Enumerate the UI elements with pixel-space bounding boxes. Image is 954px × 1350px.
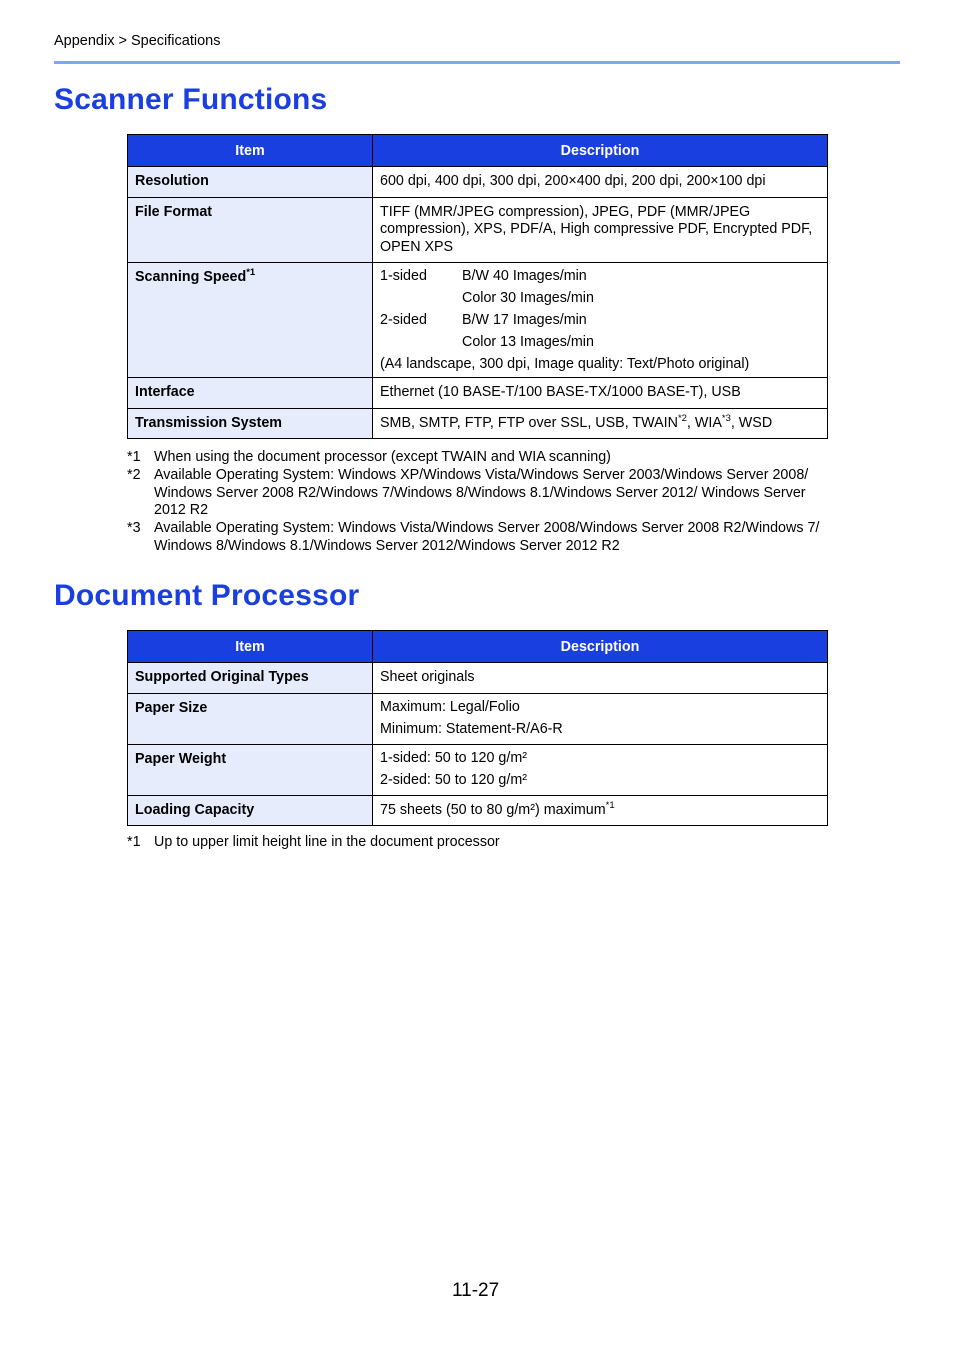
item-loading-capacity: Loading Capacity	[128, 795, 373, 826]
desc-paper-size	[373, 693, 828, 744]
footnote-ref: *1	[246, 267, 256, 278]
page-number: 11-27	[452, 1280, 500, 1301]
speed-line	[380, 331, 819, 353]
desc-interface: Ethernet (10 BASE-T/100 BASE-TX/1000 BASE-T), USB	[373, 378, 828, 409]
speed-line	[380, 309, 819, 331]
speed-value: Color 13 Images/min	[462, 334, 594, 350]
item-supported-original-types: Supported Original Types	[128, 663, 373, 694]
document-processor-title: Document Processor	[54, 579, 360, 612]
table-row	[128, 408, 828, 439]
speed-note: (A4 landscape, 300 dpi, Image quality: Text/Photo original)	[380, 356, 750, 372]
desc-file-format: TIFF (MMR/JPEG compression), JPEG, PDF (MMR/JPEG compression), XPS, PDF/A, High compressive PDF, Encrypted PDF, OPEN XPS	[373, 197, 828, 263]
header-divider	[54, 61, 900, 64]
scanner-spec-table	[127, 134, 828, 439]
table-header-row	[128, 631, 828, 663]
desc-paper-weight	[373, 744, 828, 795]
desc-line: Maximum: Legal/Folio	[380, 698, 520, 715]
table-header-row	[128, 135, 828, 167]
item-scanning-speed	[128, 263, 373, 378]
footnote-ref: *1	[605, 799, 615, 811]
column-header-item: Item	[128, 631, 373, 663]
desc-line: Minimum: Statement-R/A6-R	[380, 720, 563, 737]
table-row	[128, 744, 828, 795]
footnote-mark: *1	[127, 449, 141, 465]
scanner-footnotes	[127, 449, 837, 556]
desc-text: , WIA	[686, 414, 722, 431]
table-row	[128, 378, 828, 409]
speed-value: B/W 17 Images/min	[462, 312, 587, 328]
item-label: Scanning Speed	[135, 269, 247, 285]
speed-line	[380, 287, 819, 309]
desc-supported-original-types: Sheet originals	[373, 663, 828, 694]
table-row	[128, 663, 828, 694]
document-processor-footnotes	[127, 834, 837, 852]
column-header-description: Description	[373, 135, 828, 167]
footnote-text: Available Operating System: Windows XP/Windows Vista/Windows Server 2003/Windows Server 2008/ Windows Server 2008 R2/Windows 7/Windows 8/Windows 8.1/Windows Server 2012/ Windows Server 2012 R2	[154, 466, 809, 519]
speed-mode: 1-sided	[380, 268, 427, 284]
footnote-mark: *1	[127, 834, 141, 850]
item-interface: Interface	[128, 378, 373, 409]
speed-value: B/W 40 Images/min	[462, 268, 587, 284]
footnote	[127, 449, 837, 467]
desc-text: SMB, SMTP, FTP, FTP over SSL, USB, TWAIN	[380, 414, 678, 431]
footnote-text: Available Operating System: Windows Vista/Windows Server 2008/Windows Server 2008 R2/Windows 7/ Windows 8/Windows 8.1/Windows Server 2012/Windows Server 2012 R2	[154, 520, 820, 554]
table-row	[128, 693, 828, 744]
footnote-mark: *2	[127, 466, 141, 483]
column-header-item: Item	[128, 135, 373, 167]
desc-line: 2-sided: 50 to 120 g/m²	[380, 771, 528, 788]
footnote	[127, 520, 837, 556]
desc-text: , WSD	[730, 414, 773, 431]
footnote-ref: *3	[721, 412, 731, 424]
footnote-mark: *3	[127, 520, 141, 537]
scanner-functions-title: Scanner Functions	[54, 83, 328, 116]
item-paper-weight: Paper Weight	[128, 744, 373, 795]
table-row	[128, 795, 828, 826]
desc-text: 75 sheets (50 to 80 g/m²) maximum	[380, 801, 606, 818]
speed-value: Color 30 Images/min	[462, 290, 594, 306]
speed-line	[380, 265, 819, 287]
footnote-ref: *2	[677, 412, 687, 424]
desc-resolution: 600 dpi, 400 dpi, 300 dpi, 200×400 dpi, 200 dpi, 200×100 dpi	[373, 167, 828, 198]
desc-line: 1-sided: 50 to 120 g/m²	[380, 749, 528, 766]
table-row	[128, 167, 828, 198]
item-resolution: Resolution	[128, 167, 373, 198]
speed-mode: 2-sided	[380, 312, 427, 328]
table-row	[128, 263, 828, 378]
desc-scanning-speed	[373, 263, 828, 378]
desc-transmission-system	[373, 408, 828, 439]
table-row	[128, 197, 828, 263]
footnote	[127, 834, 837, 852]
item-transmission-system: Transmission System	[128, 408, 373, 439]
footnote	[127, 467, 837, 520]
document-processor-spec-table	[127, 630, 828, 826]
footnote-text: Up to upper limit height line in the document processor	[154, 834, 500, 850]
item-paper-size: Paper Size	[128, 693, 373, 744]
desc-loading-capacity	[373, 795, 828, 826]
column-header-description: Description	[373, 631, 828, 663]
item-file-format: File Format	[128, 197, 373, 263]
breadcrumb: Appendix > Specifications	[54, 33, 221, 49]
footnote-text: When using the document processor (except TWAIN and WIA scanning)	[154, 449, 611, 465]
